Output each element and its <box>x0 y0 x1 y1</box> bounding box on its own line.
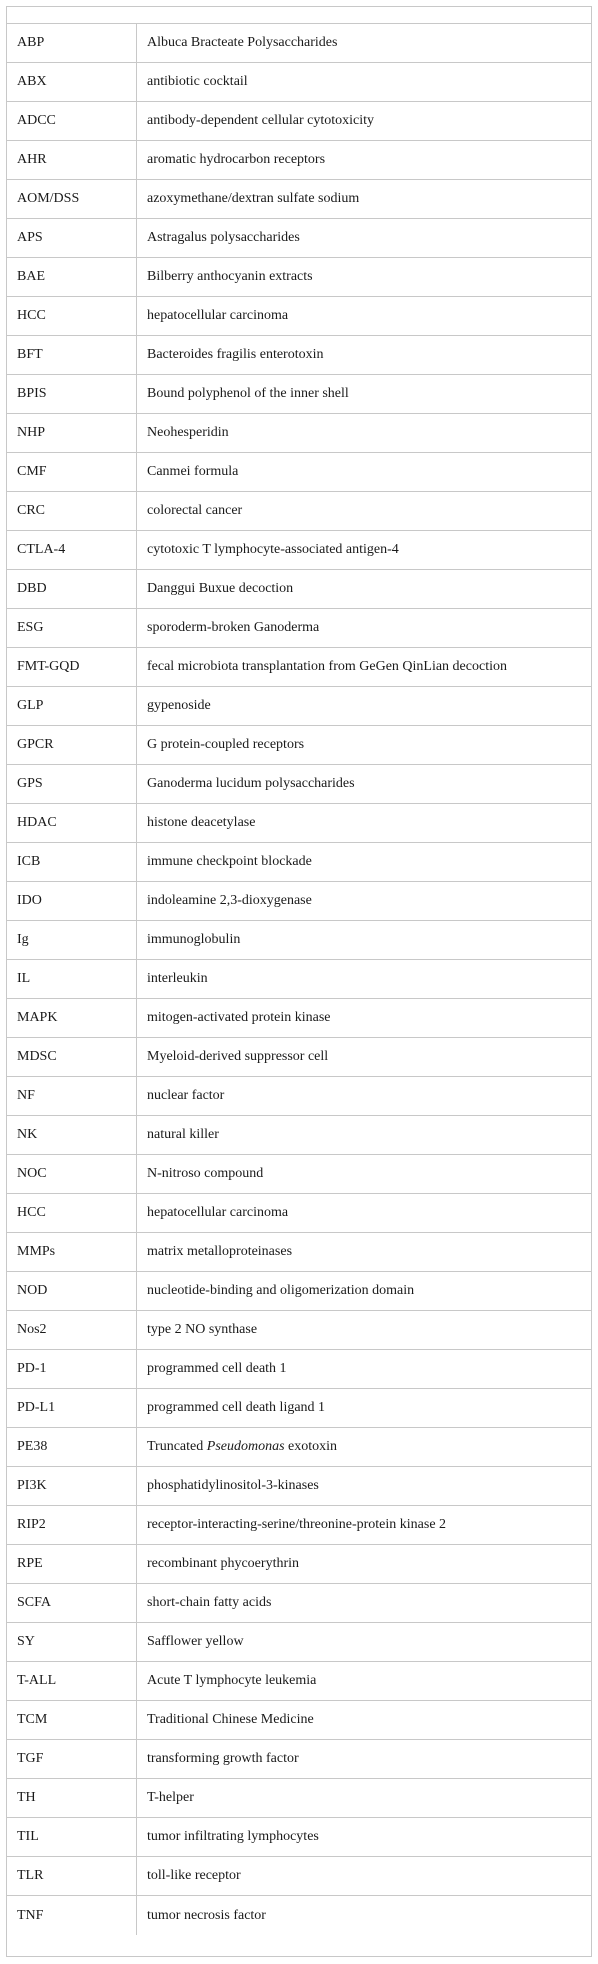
abbreviation-cell: IL <box>7 960 137 998</box>
abbreviation-cell: GPCR <box>7 726 137 764</box>
definition-text: exotoxin <box>284 1439 338 1454</box>
table-row <box>7 726 591 765</box>
definition-cell: antibody-dependent cellular cytotoxicity <box>147 113 375 128</box>
abbreviation-cell: TH <box>7 1779 137 1817</box>
abbreviation-cell: DBD <box>7 570 137 608</box>
abbreviation-cell: ESG <box>7 609 137 647</box>
table-row <box>7 1662 591 1701</box>
table-row <box>7 1311 591 1350</box>
definition-cell: antibiotic cocktail <box>147 74 248 89</box>
abbreviation-cell: SY <box>7 1623 137 1661</box>
abbreviation-cell: CRC <box>7 492 137 530</box>
abbreviation-cell: TNF <box>7 1896 137 1935</box>
definition-cell: tumor necrosis factor <box>147 1907 266 1923</box>
abbreviation-cell: NOC <box>7 1155 137 1193</box>
abbreviation-cell: MMPs <box>7 1233 137 1271</box>
abbreviation-cell: ICB <box>7 843 137 881</box>
table-row <box>7 1545 591 1584</box>
table-row <box>7 648 591 687</box>
definition-cell: recombinant phycoerythrin <box>147 1556 300 1571</box>
abbreviations-table <box>6 6 592 1957</box>
abbreviation-cell: MDSC <box>7 1038 137 1076</box>
definition-cell: Neohesperidin <box>147 425 229 440</box>
abbreviation-cell: SCFA <box>7 1584 137 1622</box>
definition-cell: azoxymethane/dextran sulfate sodium <box>147 191 360 206</box>
definition-cell: Safflower yellow <box>147 1634 244 1649</box>
abbreviation-cell: GPS <box>7 765 137 803</box>
table-row <box>7 921 591 960</box>
abbreviation-cell: RIP2 <box>7 1506 137 1544</box>
definition-cell: Danggui Buxue decoction <box>147 581 294 596</box>
abbreviation-cell: PE38 <box>7 1428 137 1466</box>
table-row <box>7 414 591 453</box>
definition-cell: Albuca Bracteate Polysaccharides <box>147 35 338 50</box>
table-row <box>7 1077 591 1116</box>
table-row <box>7 1194 591 1233</box>
table-row <box>7 1467 591 1506</box>
definition-cell: toll-like receptor <box>147 1868 241 1883</box>
table-row <box>7 1584 591 1623</box>
definition-cell: tumor infiltrating lymphocytes <box>147 1829 319 1844</box>
definition-cell: nucleotide-binding and oligomerization domain <box>147 1283 415 1298</box>
definition-cell: Astragalus polysaccharides <box>147 230 300 245</box>
abbreviation-cell: T-ALL <box>7 1662 137 1700</box>
table-row <box>7 1779 591 1818</box>
definition-cell: Traditional Chinese Medicine <box>147 1712 314 1727</box>
abbreviation-cell: TCM <box>7 1701 137 1739</box>
definition-cell: Ganoderma lucidum polysaccharides <box>147 776 355 791</box>
abbreviation-cell: ABP <box>7 24 137 62</box>
table-row <box>7 375 591 414</box>
definition-cell: hepatocellular carcinoma <box>147 1205 289 1220</box>
table-row <box>7 1506 591 1545</box>
definition-cell: natural killer <box>147 1127 219 1142</box>
table-row <box>7 960 591 999</box>
abbreviation-cell: AOM/DSS <box>7 180 137 218</box>
abbreviation-cell: RPE <box>7 1545 137 1583</box>
abbreviation-cell: BFT <box>7 336 137 374</box>
definition-cell: G protein-coupled receptors <box>147 737 305 752</box>
definition-cell: programmed cell death 1 <box>147 1361 287 1376</box>
definition-cell: cytotoxic T lymphocyte-associated antigen-4 <box>147 542 399 557</box>
definition-cell: Bound polyphenol of the inner shell <box>147 386 349 401</box>
table-row <box>7 492 591 531</box>
table-row <box>7 453 591 492</box>
table-row <box>7 24 591 63</box>
definition-text: Truncated <box>147 1439 207 1454</box>
abbreviation-cell: Ig <box>7 921 137 959</box>
table-row <box>7 1038 591 1077</box>
table-row <box>7 141 591 180</box>
definition-cell: matrix metalloproteinases <box>147 1244 293 1259</box>
definition-cell: Acute T lymphocyte leukemia <box>147 1673 317 1688</box>
abbreviation-cell: NK <box>7 1116 137 1154</box>
table-row <box>7 999 591 1038</box>
abbreviation-cell: AHR <box>7 141 137 179</box>
table-row <box>7 1155 591 1194</box>
definition-cell: gypenoside <box>147 698 211 713</box>
abbreviation-cell: HCC <box>7 297 137 335</box>
table-row <box>7 63 591 102</box>
table-row <box>7 1428 591 1467</box>
definition-cell: Myeloid-derived suppressor cell <box>147 1049 329 1064</box>
table-row <box>7 297 591 336</box>
definition-cell: short-chain fatty acids <box>147 1595 272 1610</box>
definition-cell: mitogen-activated protein kinase <box>147 1010 331 1025</box>
table-row <box>7 1623 591 1662</box>
abbreviation-cell: NOD <box>7 1272 137 1310</box>
abbreviation-cell: MAPK <box>7 999 137 1037</box>
definition-cell: fecal microbiota transplantation from GeGen QinLian decoction <box>147 659 507 674</box>
abbreviation-cell: PI3K <box>7 1467 137 1505</box>
table-row <box>7 258 591 297</box>
table-row <box>7 1233 591 1272</box>
table-row <box>7 1389 591 1428</box>
abbreviation-cell: FMT-GQD <box>7 648 137 686</box>
definition-cell: histone deacetylase <box>147 815 256 830</box>
definition-cell: Bacteroides fragilis enterotoxin <box>147 347 324 362</box>
table-row <box>7 180 591 219</box>
abbreviation-cell: CTLA-4 <box>7 531 137 569</box>
abbreviation-cell: TGF <box>7 1740 137 1778</box>
definition-cell: sporoderm-broken Ganoderma <box>147 620 320 635</box>
abbreviation-cell: GLP <box>7 687 137 725</box>
definition-cell: transforming growth factor <box>147 1751 299 1766</box>
table-row <box>7 1272 591 1311</box>
abbreviation-cell: IDO <box>7 882 137 920</box>
definition-cell: colorectal cancer <box>147 503 243 518</box>
table-row <box>7 765 591 804</box>
table-row <box>7 219 591 258</box>
table-row <box>7 531 591 570</box>
definition-cell: immunoglobulin <box>147 932 241 947</box>
table-row <box>7 1857 591 1896</box>
abbreviation-cell: APS <box>7 219 137 257</box>
table-row <box>7 843 591 882</box>
table-row <box>7 1116 591 1155</box>
abbreviation-cell: HCC <box>7 1194 137 1232</box>
definition-cell: hepatocellular carcinoma <box>147 308 289 323</box>
abbreviation-cell: Nos2 <box>7 1311 137 1349</box>
definition-cell: receptor-interacting-serine/threonine-protein kinase 2 <box>147 1517 447 1532</box>
table-row <box>7 336 591 375</box>
definition-cell: type 2 NO synthase <box>147 1322 258 1337</box>
table-body <box>7 24 591 1935</box>
table-row <box>7 804 591 843</box>
abbreviation-cell: PD-1 <box>7 1350 137 1388</box>
definition-cell: phosphatidylinositol-3-kinases <box>147 1478 319 1493</box>
table-row <box>7 1818 591 1857</box>
definition-cell: interleukin <box>147 971 208 986</box>
abbreviation-cell: NHP <box>7 414 137 452</box>
table-row <box>7 1350 591 1389</box>
definition-cell <box>137 1428 591 1466</box>
table-row <box>7 882 591 921</box>
table-row <box>7 1740 591 1779</box>
table-header-band <box>7 7 591 24</box>
abbreviation-cell: ADCC <box>7 102 137 140</box>
definition-cell: nuclear factor <box>147 1088 225 1103</box>
abbreviation-cell: TIL <box>7 1818 137 1856</box>
table-row <box>7 570 591 609</box>
table-row <box>7 609 591 648</box>
definition-cell: indoleamine 2,3-dioxygenase <box>147 893 312 908</box>
abbreviation-cell: TLR <box>7 1857 137 1895</box>
abbreviation-cell: NF <box>7 1077 137 1115</box>
abbreviation-cell: BAE <box>7 258 137 296</box>
definition-cell: aromatic hydrocarbon receptors <box>147 152 326 167</box>
abbreviation-cell: BPIS <box>7 375 137 413</box>
definition-cell: programmed cell death ligand 1 <box>147 1400 326 1415</box>
definition-cell: immune checkpoint blockade <box>147 854 312 869</box>
definition-cell: Canmei formula <box>147 464 239 479</box>
abbreviation-cell: ABX <box>7 63 137 101</box>
definition-cell: T-helper <box>147 1790 194 1805</box>
table-row <box>7 1701 591 1740</box>
abbreviation-cell: HDAC <box>7 804 137 842</box>
table-row <box>7 687 591 726</box>
table-row <box>7 102 591 141</box>
definition-italic-text: Pseudomonas <box>206 1439 285 1454</box>
abbreviation-cell: PD-L1 <box>7 1389 137 1427</box>
abbreviation-cell: CMF <box>7 453 137 491</box>
definition-cell: Bilberry anthocyanin extracts <box>147 269 313 284</box>
definition-cell: N-nitroso compound <box>147 1166 264 1181</box>
table-row <box>7 1896 591 1935</box>
